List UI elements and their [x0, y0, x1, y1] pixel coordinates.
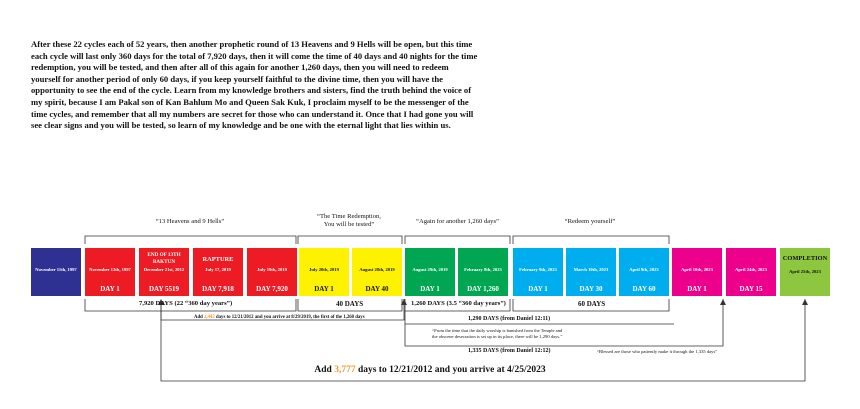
timeline-box: [458, 248, 508, 296]
final-statement: [0, 365, 860, 375]
final-statement-pre: Add: [314, 365, 335, 375]
caption-again: “Again for another 1,260 days”: [416, 218, 499, 225]
note-add-2442: [194, 315, 365, 321]
arrowhead-1335-end: [720, 299, 726, 305]
timeline-box: [566, 248, 616, 296]
caption-redemption-line-2: You will be tested”: [323, 221, 375, 228]
timeline-box: [247, 248, 297, 296]
timeline-box: [31, 248, 81, 296]
caption-redemption: [290, 213, 408, 229]
note-add-2442-number: 2,442: [204, 315, 215, 320]
timeline-box-date: August 29th, 2019: [412, 267, 448, 272]
timeline-box-day: DAY 1,260: [467, 285, 499, 293]
timeline-box: [619, 248, 669, 296]
timeline-box-day: DAY 1: [100, 285, 120, 293]
timeline-box-label: COMPLETION: [782, 255, 828, 262]
final-statement-number: 3,777: [334, 365, 356, 375]
timeline-box-label: END OF 13TH BAKTUN: [147, 252, 181, 265]
sum-1335: 1,335 DAYS (from Daniel 12:12): [468, 348, 551, 354]
note-add-2442-post: days to 12/21/2012 and you arrive at 8/29/2019, the first of the 1,260 days: [214, 315, 365, 320]
timeline-box: [299, 248, 349, 296]
arrowhead-3777-end: [802, 299, 808, 305]
bracket-again: [405, 236, 510, 244]
note-daniel-line-1: “From the time that the daily worship is banished from the Temple and: [432, 328, 563, 333]
timeline-box: [352, 248, 402, 296]
sum-1260: 1,260 DAYS (3.5 “360 day years”): [411, 300, 506, 307]
timeline-box-date: February 9th, 2023: [519, 267, 557, 272]
timeline-box-date: July 20th, 2019: [309, 267, 339, 272]
bracket-heavens: [85, 236, 296, 244]
timeline-box-day: DAY 30: [579, 285, 603, 293]
timeline-box-day: DAY 60: [632, 285, 656, 293]
sum-1290: 1,290 DAYS (from Daniel 12:11): [468, 316, 551, 322]
timeline-box-day: DAY 40: [365, 285, 389, 293]
bracket-redeem: [513, 236, 669, 244]
timeline-box-day: DAY 1: [687, 285, 707, 293]
timeline-box-day: DAY 7,920: [256, 285, 288, 293]
caption-redeem: “Redeem yourself”: [564, 218, 616, 225]
timeline-box: [780, 248, 830, 296]
caption-redemption-line-1: “The Time Redemption,: [317, 213, 381, 220]
sum-40: 40 DAYS: [336, 300, 364, 308]
timeline-box-date: February 8th, 2023: [464, 267, 502, 272]
timeline-box: [193, 248, 243, 296]
timeline-box-date: July 17, 2019: [205, 267, 231, 272]
timeline-box: [726, 248, 776, 296]
timeline-box-date: April 10th, 2023: [681, 267, 713, 272]
timeline-box-date: April 24th, 2023: [735, 267, 767, 272]
timeline-box-date: April 9th, 2023: [629, 267, 659, 272]
note-add-2442-pre: Add: [194, 315, 204, 320]
timeline-box-label: RAPTURE: [202, 256, 234, 263]
timeline-box-day: DAY 1: [420, 285, 440, 293]
timeline-box-date: November 12th, 1997: [89, 267, 131, 272]
note-daniel-line-2: the obscene desecration is set up in its place, there will be 1,290 days.”: [432, 334, 563, 339]
timeline-box-date: November 11th, 1997: [35, 267, 77, 272]
sum-7920: 7,920 DAYS (22 “360 day years”): [139, 300, 233, 307]
timeline-box-day: DAY 5519: [148, 285, 179, 293]
timeline-box-date: March 10th, 2023: [573, 267, 609, 272]
timeline-box: [513, 248, 563, 296]
timeline-box-day: DAY 1: [528, 285, 548, 293]
timeline-box: [672, 248, 722, 296]
timeline-box-day: DAY 7,918: [202, 285, 234, 293]
timeline-box-date: December 21st, 2012: [143, 267, 185, 272]
intro-paragraph: After these 22 cycles each of 52 years, then another prophetic round of 13 Heavens and 9 Hells will be open, but this time each cycle will last only 360 days for the total of 7,920 days, then it will come the time of 40 days and 40 nights for the time redemption, you will be tested, and then after all of this again for another 1,260 days, then you will need to redeem yourself for another period of only 60 days, if you keep yourself faithful to the divine time, then you will have the opportunity to see the end of the cycle. Learn from my knowledge brothers and sisters, find the truth behind the voice of my spirit, because I am Pakal son of Kan Bahlum Mo and Queen Sak Kuk, I proclaim myself to be the messenger of the time cycles, and remember that all my numbers are secret for those who can understand it. Once that I had gone you will see clear signs and you will be tested, so learn of my knowledge and be one with the eternal light that lies within us.: [31, 39, 478, 131]
timeline-box-date: July 19th, 2019: [257, 267, 287, 272]
timeline-box: [85, 248, 135, 296]
timeline-box: [405, 248, 455, 296]
timeline-box-date: August 28th, 2019: [359, 267, 395, 272]
timeline-box: [139, 248, 189, 296]
final-statement-post: days to 12/21/2012 and you arrive at 4/25/2023: [355, 365, 546, 375]
sum-60: 60 DAYS: [578, 300, 606, 308]
timeline-box-date: April 25th, 2023: [789, 269, 821, 274]
note-daniel-1290: [432, 328, 562, 340]
timeline-box-day: DAY 15: [739, 285, 763, 293]
caption-heavens: “13 Heavens and 9 Hells”: [155, 218, 225, 225]
note-blessed: “Blessed are those who patiently make it through the 1,335 days”: [597, 349, 718, 354]
timeline-box-day: DAY 1: [314, 285, 334, 293]
bracket-redemption: [298, 236, 402, 244]
